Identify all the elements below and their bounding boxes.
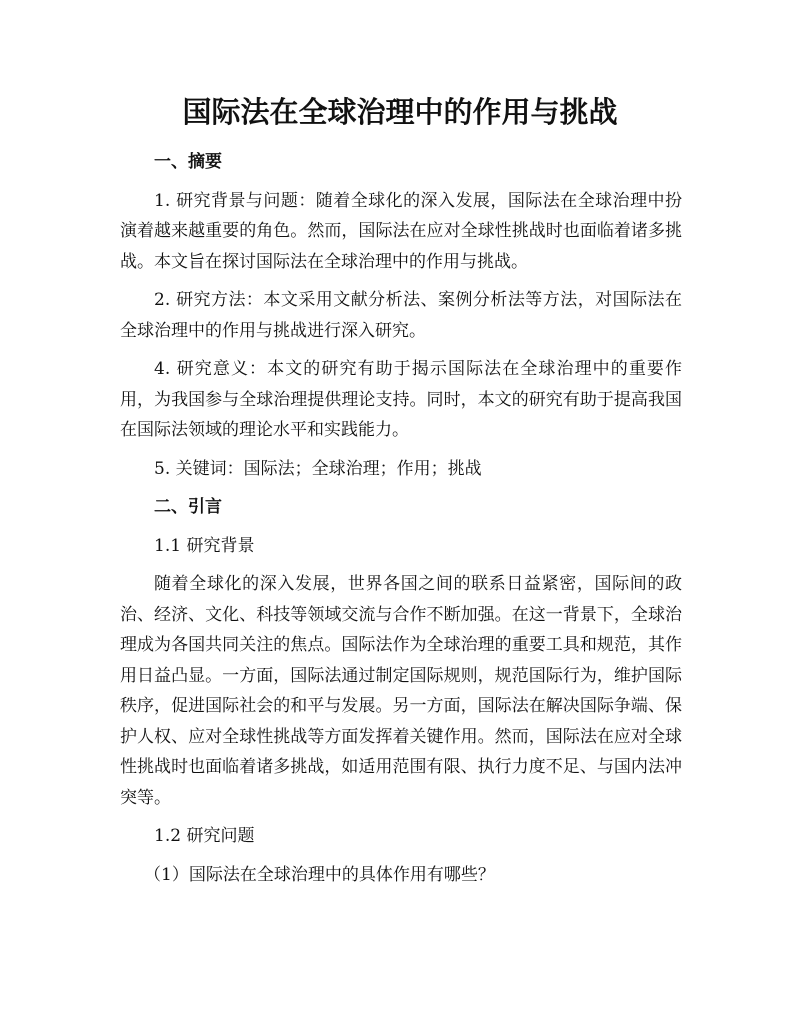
section-heading-abstract: 一、摘要 [154, 152, 222, 172]
abstract-paragraph-methods: 2. 研究方法：本文采用文献分析法、案例分析法等方法，对国际法在全球治理中的作用与挑战进行深入研究。 [120, 290, 682, 341]
abstract-paragraph-background: 1. 研究背景与问题：随着全球化的深入发展，国际法在全球治理中扮演着越来越重要的角色。然而，国际法在应对全球性挑战时也面临着诸多挑战。本文旨在探讨国际法在全球治理中的作用与挑战。 [120, 190, 682, 272]
document-body [120, 147, 682, 898]
abstract-paragraph-significance: 4. 研究意义：本文的研究有助于揭示国际法在全球治理中的重要作用，为我国参与全球治理提供理论支持。同时，本文的研究有助于提高我国在国际法领域的理论水平和实践能力。 [120, 359, 682, 440]
abstract-keywords: 5. 关键词：国际法；全球治理；作用；挑战 [154, 458, 482, 479]
subsection-title-background: 1.1 研究背景 [154, 535, 255, 556]
research-question-1: （1）国际法在全球治理中的具体作用有哪些？ [144, 864, 495, 885]
intro-paragraph-background: 随着全球化的深入发展，世界各国之间的联系日益紧密，国际间的政治、经济、文化、科技等领域交流与合作不断加强。在这一背景下，全球治理成为各国共同关注的焦点。国际法作为全球治理的重要工具和规范，其作用日益凸显。一方面，国际法通过制定国际规则，规范国际行为，维护国际秩序，促进国际社会的和平与发展。另一方面，国际法在解决国际争端、保护人权、应对全球性挑战等方面发挥着关键作用。然而，国际法在应对全球性挑战时也面临着诸多挑战，如适用范围有限、执行力度不足、与国内法冲突等。 [120, 574, 682, 808]
subsection-title-questions: 1.2 研究问题 [154, 826, 255, 846]
section-heading-intro: 二、引言 [154, 497, 222, 517]
document-title: 国际法在全球治理中的作用与挑战 [182, 95, 618, 129]
